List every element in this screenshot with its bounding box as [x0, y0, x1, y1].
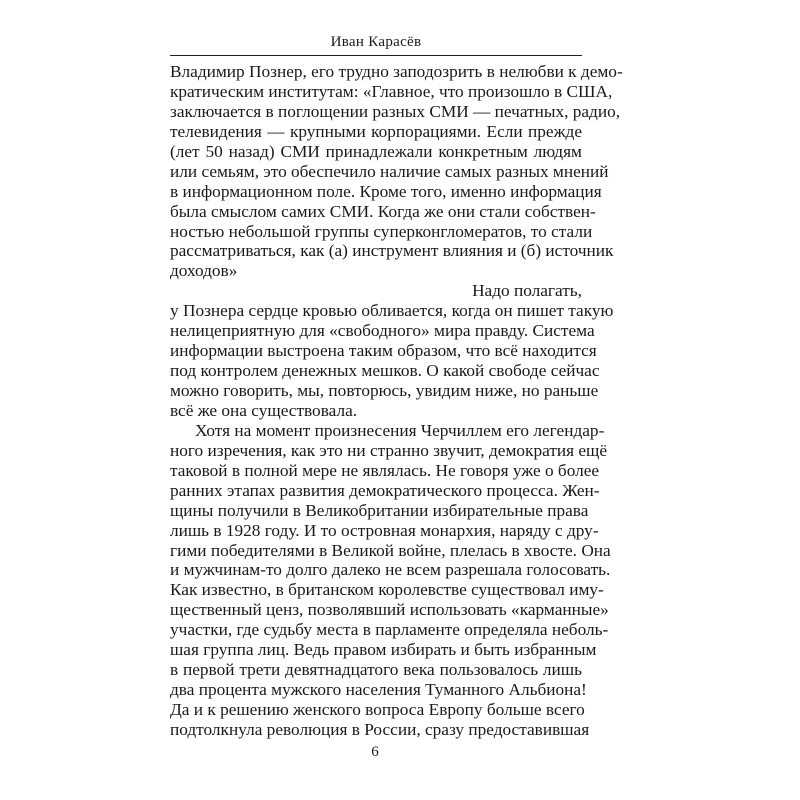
- text-line: или семьям, это обеспечило наличие самых разных мнений: [170, 161, 609, 181]
- text-line: доходов»: [170, 261, 238, 281]
- text-line: щественный ценз, позволявший использовать «карманные»: [170, 600, 609, 620]
- text-line: всё же она существовала.: [170, 400, 358, 420]
- text-line: заключается в поглощении разных СМИ — печатных, радио,: [170, 101, 621, 121]
- text-line: информации выстроена таким образом, что всё находится: [170, 341, 597, 361]
- text-line: Да и к решению женского вопроса Европу больше всего: [170, 700, 585, 719]
- text-line: под контролем денежных мешков. О какой свободе сейчас: [170, 361, 600, 381]
- text-line: у Познера сердце кровью обливается, когда он пишет такую: [170, 301, 614, 321]
- text-line: кратическим институтам: «Главное, что произошло в США,: [170, 81, 613, 101]
- text-line: телевидения — крупными корпорациями. Если прежде: [170, 121, 582, 141]
- page-number: 6: [371, 744, 379, 760]
- text-line: и мужчинам-то долго далеко не всем разрешала голосовать.: [170, 560, 611, 580]
- running-header: Иван Карасёв: [330, 34, 422, 50]
- text-line: Владимир Познер, его трудно заподозрить в нелюбви к демо-: [170, 62, 623, 81]
- text-line: подтолкнула революция в России, сразу предоставившая: [170, 719, 590, 739]
- text-line: была смыслом самих СМИ. Когда же они стали собствен-: [170, 201, 596, 221]
- text-line: Хотя на момент произнесения Черчиллем его легендар-: [195, 420, 605, 440]
- text-line: таковой в полной мере не являлась. Не говоря уже о более: [170, 460, 600, 480]
- text-line: (лет 50 назад) СМИ принадлежали конкретным людям: [170, 141, 582, 161]
- text-line: рассматриваться, как (а) инструмент влияния и (б) источник: [170, 241, 614, 261]
- header-rule: [170, 55, 582, 56]
- text-line: гими победителями в Великой войне, плелась в хвосте. Она: [170, 540, 611, 560]
- text-line: щины получили в Великобритании избирательные права: [170, 500, 589, 520]
- page-body-text: [170, 62, 623, 740]
- text-line: Надо полагать,: [472, 281, 582, 301]
- text-line: можно говорить, мы, повторюсь, увидим ниже, но раньше: [170, 381, 599, 400]
- text-line: шая группа лиц. Ведь правом избирать и быть избранным: [170, 640, 597, 660]
- text-line: лишь в 1928 году. И то островная монархия, наряду с дру-: [170, 520, 599, 540]
- text-line: ранних этапах развития демократического процесса. Жен-: [170, 480, 600, 500]
- text-line: в информационном поле. Кроме того, именно информация: [170, 181, 602, 201]
- text-line: ного изречения, как это ни странно звучит, демократия ещё: [170, 440, 608, 460]
- text-line: два процента мужского населения Туманного Альбиона!: [170, 680, 587, 700]
- text-line: ностью небольшой группы суперконгломератов, то стали: [170, 221, 593, 241]
- text-line: в первой трети девятнадцатого века пользовалось лишь: [170, 660, 582, 680]
- text-line: нелицеприятную для «свободного» мира правду. Система: [170, 321, 595, 341]
- text-line: Как известно, в британском королевстве существовал иму-: [170, 580, 604, 600]
- text-line: участки, где судьбу места в парламенте определяла неболь-: [170, 620, 609, 640]
